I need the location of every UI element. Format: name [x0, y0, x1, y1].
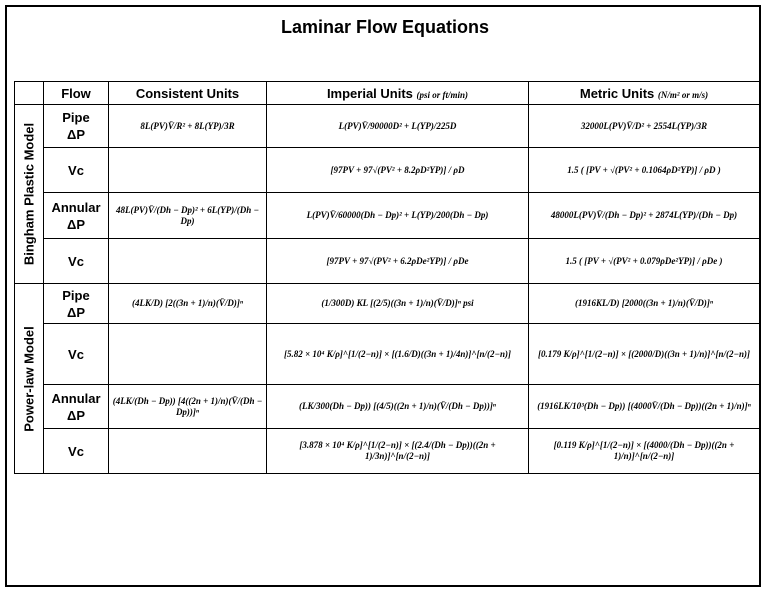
header-metric-label: Metric Units [579, 85, 655, 101]
flow-cell: Annular ΔP [44, 385, 109, 429]
equation-consistent [109, 429, 267, 474]
header-consistent-units: Consistent Units [109, 82, 267, 105]
header-metric-note: (N/m² or m/s) [657, 89, 709, 100]
flow-cell: Vc [44, 324, 109, 385]
equation-consistent: (4LK/(Dh − Dp)) [4((2n + 1)/n)(V̄/(Dh − Dp))]ⁿ [109, 385, 267, 429]
equation-metric: (1916KL/D) [2000((3n + 1)/n)(V̄/D)]ⁿ [529, 284, 760, 324]
header-flow: Flow [44, 82, 109, 105]
equation-imperial: [97PV + 97√(PV² + 6.2ρDe²YP)] / ρDe [267, 239, 529, 284]
model-label-bingham: Bingham Plastic Model [15, 105, 44, 284]
equation-metric: [0.119 K/ρ]^[1/(2−n)] × [(4000/(Dh − Dp))((2n + 1)/n)]^[n/(2−n)] [529, 429, 760, 474]
equation-metric: [0.179 K/ρ]^[1/(2−n)] × [(2000/D)((3n + 1)/n)]^[n/(2−n)] [529, 324, 760, 385]
table-row [15, 324, 760, 385]
flow-cell: Annular ΔP [44, 193, 109, 239]
table-row [15, 385, 760, 429]
equation-imperial: (LK/300(Dh − Dp)) [(4/5)((2n + 1)/n)(V̄/(Dh − Dp))]ⁿ [267, 385, 529, 429]
flow-cell: Vc [44, 429, 109, 474]
page-title: Laminar Flow Equations [280, 17, 490, 37]
header-imperial-label: Imperial Units [326, 85, 413, 101]
flow-cell: Vc [44, 239, 109, 284]
equation-imperial: L(PV)V̄/60000(Dh − Dp)² + L(YP)/200(Dh − Dp) [267, 193, 529, 239]
equation-metric: (1916LK/10³(Dh − Dp)) [(4000V̄/(Dh − Dp))((2n + 1)/n)]ⁿ [529, 385, 760, 429]
equation-consistent: 48L(PV)V̄/(Dh − Dp)² + 6L(YP)/(Dh − Dp) [109, 193, 267, 239]
equation-metric: 1.5 ( [PV + √(PV² + 0.1064ρD²YP)] / ρD ) [529, 148, 760, 193]
equation-consistent [109, 239, 267, 284]
table-row [15, 193, 760, 239]
equations-table [14, 81, 760, 474]
equation-consistent [109, 148, 267, 193]
equation-consistent: (4LK/D) [2((3n + 1)/n)(V̄/D)]ⁿ [109, 284, 267, 324]
flow-cell: Pipe ΔP [44, 284, 109, 324]
equation-metric: 1.5 ( [PV + √(PV² + 0.079ρDe²YP)] / ρDe ) [529, 239, 760, 284]
equation-metric: 32000L(PV)V̄/D² + 2554L(YP)/3R [529, 105, 760, 148]
table-row [15, 239, 760, 284]
equation-consistent [109, 324, 267, 385]
table-row [15, 284, 760, 324]
table-row [15, 148, 760, 193]
header-imperial-note: (psi or ft/min) [416, 89, 469, 100]
header-imperial-units [267, 82, 529, 105]
equation-imperial: (1/300D) KL [(2/5)((3n + 1)/n)(V̄/D)]ⁿ psi [267, 284, 529, 324]
table-header-row [15, 82, 760, 105]
table-row [15, 429, 760, 474]
equation-imperial: L(PV)V̄/90000D² + L(YP)/225D [267, 105, 529, 148]
equation-imperial: [5.82 × 10⁴ K/ρ]^[1/(2−n)] × [(1.6/D)((3n + 1)/4n)]^[n/(2−n)] [267, 324, 529, 385]
flow-cell: Pipe ΔP [44, 105, 109, 148]
table-row [15, 105, 760, 148]
equation-imperial: [3.878 × 10⁴ K/ρ]^[1/(2−n)] × [(2.4/(Dh − Dp))((2n + 1)/3n)]^[n/(2−n)] [267, 429, 529, 474]
equation-consistent: 8L(PV)V̄/R² + 8L(YP)/3R [109, 105, 267, 148]
header-metric-units [529, 82, 760, 105]
model-label-power-law: Power-law Model [15, 284, 44, 474]
flow-cell: Vc [44, 148, 109, 193]
header-empty [15, 82, 44, 105]
equation-imperial: [97PV + 97√(PV² + 8.2ρD²YP)] / ρD [267, 148, 529, 193]
equation-metric: 48000L(PV)V̄/(Dh − Dp)² + 2874L(YP)/(Dh − Dp) [529, 193, 760, 239]
